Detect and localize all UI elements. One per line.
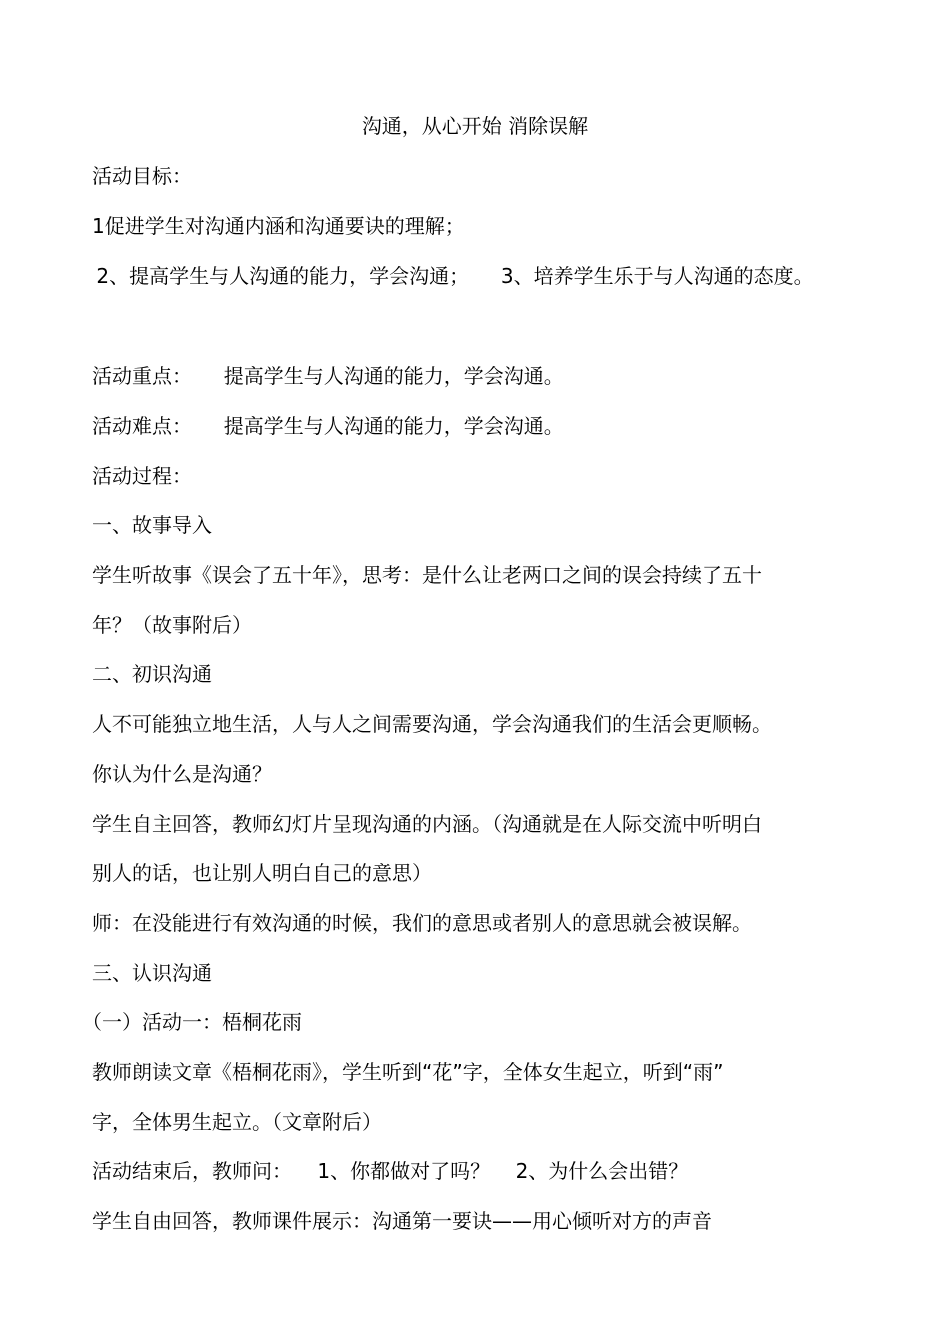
text-line: 2、提高学生与人沟通的能力，学会沟通； 3、培养学生乐于与人沟通的态度。 [90,264,814,288]
text-line: 活动结束后，教师问： 1、你都做对了吗？ 2、为什么会出错？ [92,1159,689,1183]
text-line: 活动过程： [92,464,192,488]
text-line: 别人的话，也让别人明白自己的意思） [92,861,432,885]
section-heading: 一、故事导入 [92,513,212,537]
text-line: 师：在没能进行有效沟通的时候，我们的意思或者别人的意思就会被误解。 [92,911,752,935]
text-line: 字，全体男生起立。（文章附后） [92,1110,382,1134]
section-heading: 三、认识沟通 [92,961,212,985]
section-heading: 二、初识沟通 [92,662,212,686]
text-line: 教师朗读文章《梧桐花雨》，学生听到“花”字，全体女生起立，听到“雨” [92,1060,724,1084]
text-line: 你认为什么是沟通？ [92,762,272,786]
text-line: 人不可能独立地生活，人与人之间需要沟通，学会沟通我们的生活会更顺畅。 [92,712,772,736]
text-line: 1促进学生对沟通内涵和沟通要诀的理解； [92,214,465,238]
text-line: 活动重点： 提高学生与人沟通的能力，学会沟通。 [92,364,564,388]
text-line: 年？（故事附后） [92,613,252,637]
subsection-heading: （一）活动一：梧桐花雨 [82,1010,302,1034]
text-line: 活动目标： [92,164,192,188]
document-title: 沟通，从心开始 消除误解 [361,114,589,138]
text-line: 学生听故事《误会了五十年》，思考：是什么让老两口之间的误会持续了五十 [92,563,762,587]
text-line: 学生自由回答，教师课件展示：沟通第一要诀——用心倾听对方的声音 [92,1209,712,1233]
text-line: 活动难点： 提高学生与人沟通的能力，学会沟通。 [92,414,564,438]
text-line: 学生自主回答，教师幻灯片呈现沟通的内涵。（沟通就是在人际交流中听明白 [92,812,762,836]
